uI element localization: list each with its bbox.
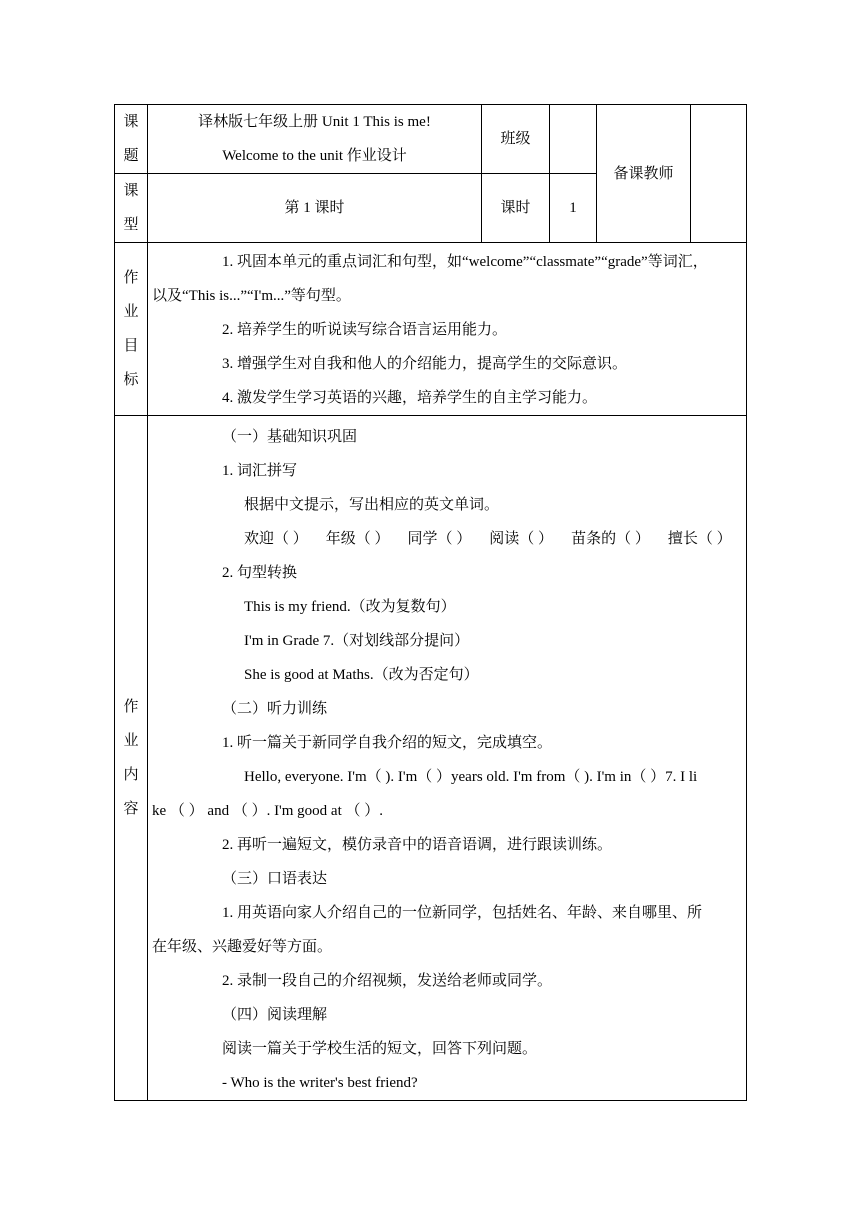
- vocab-item: 欢迎（ ）: [244, 531, 308, 547]
- content-cell: [148, 416, 747, 1101]
- goal-item: 1. 巩固本单元的重点词汇和句型，如“welcome”“classmate”“grade”等词汇，: [222, 254, 708, 270]
- content-label-char: 业: [123, 733, 139, 749]
- topic-label-char: 课: [123, 114, 139, 130]
- question-heading: 2. 句型转换: [222, 565, 298, 581]
- topic-label-char: 题: [123, 148, 139, 164]
- instruction: 阅读一篇关于学校生活的短文，回答下列问题。: [222, 1041, 538, 1057]
- fill-blank-line-cont: ke （ ） and （ ）. I'm good at （ ）.: [152, 803, 384, 819]
- type-label-char: 型: [123, 217, 139, 233]
- goals-label: [115, 243, 148, 416]
- type-label: [115, 174, 148, 243]
- reading-question: - Who is the writer's best friend?: [222, 1075, 418, 1091]
- vocab-item: 阅读（ ）: [489, 531, 554, 547]
- topic-title-line1: 译林版七年级上册 Unit 1 This is me!: [198, 114, 431, 130]
- class-value: [550, 105, 597, 174]
- vocab-row: [148, 522, 746, 556]
- type-label-char: 课: [123, 183, 139, 199]
- fill-blank-line: Hello, everyone. I'm（ ). I'm（ ）years old. I'm from（ ). I'm in（ ）7. I li: [244, 769, 698, 785]
- teacher-value: [691, 105, 747, 243]
- content-label-char: 容: [123, 801, 139, 817]
- section-title: （三）口语表达: [222, 871, 328, 887]
- content-label-char: 内: [123, 767, 139, 783]
- sentence-item: This is my friend.（改为复数句）: [244, 599, 456, 615]
- vocab-item: 擅长（ ）: [667, 531, 732, 547]
- teacher-label: 备课教师: [597, 105, 691, 243]
- question-heading: 1. 词汇拼写: [222, 463, 298, 479]
- goals-label-char: 作: [123, 270, 139, 286]
- goal-item-cont: 以及“This is...”“I'm...”等句型。: [152, 288, 351, 304]
- content-label-char: 作: [123, 699, 139, 715]
- class-label: 班级: [482, 105, 550, 174]
- goals-label-char: 标: [123, 372, 139, 388]
- period-value: 1: [550, 174, 597, 243]
- section-title: （二）听力训练: [222, 701, 328, 717]
- goals-cell: [148, 243, 747, 416]
- question-heading: 2. 再听一遍短文，模仿录音中的语音语调，进行跟读训练。: [222, 837, 613, 853]
- sentence-item: She is good at Maths.（改为否定句）: [244, 667, 479, 683]
- topic-title-line2: Welcome to the unit 作业设计: [222, 148, 407, 164]
- homework-design-table: [114, 104, 747, 1101]
- goal-item: 4. 激发学生学习英语的兴趣，培养学生的自主学习能力。: [222, 390, 598, 406]
- instruction: 根据中文提示，写出相应的英文单词。: [244, 497, 500, 513]
- question-heading: 2. 录制一段自己的介绍视频，发送给老师或同学。: [222, 973, 553, 989]
- goal-item: 3. 增强学生对自我和他人的介绍能力，提高学生的交际意识。: [222, 356, 628, 372]
- type-value: 第 1 课时: [148, 174, 482, 243]
- section-title: （一）基础知识巩固: [222, 429, 358, 445]
- topic-cell: [148, 105, 482, 174]
- section-title: （四）阅读理解: [222, 1007, 328, 1023]
- question-heading: 1. 听一篇关于新同学自我介绍的短文，完成填空。: [222, 735, 553, 751]
- question-heading: 1. 用英语向家人介绍自己的一位新同学，包括姓名、年龄、来自哪里、所: [222, 905, 703, 921]
- goals-label-char: 业: [123, 304, 139, 320]
- vocab-item: 年级（ ）: [325, 531, 390, 547]
- vocab-item: 同学（ ）: [407, 531, 472, 547]
- goal-item: 2. 培养学生的听说读写综合语言运用能力。: [222, 322, 508, 338]
- topic-label: [115, 105, 148, 174]
- content-label: [115, 416, 148, 1101]
- question-heading-cont: 在年级、兴趣爱好等方面。: [152, 939, 333, 955]
- goals-label-char: 目: [123, 338, 139, 354]
- period-label: 课时: [482, 174, 550, 243]
- vocab-item: 苗条的（ ）: [571, 531, 650, 547]
- sentence-item: I'm in Grade 7.（对划线部分提问）: [244, 633, 470, 649]
